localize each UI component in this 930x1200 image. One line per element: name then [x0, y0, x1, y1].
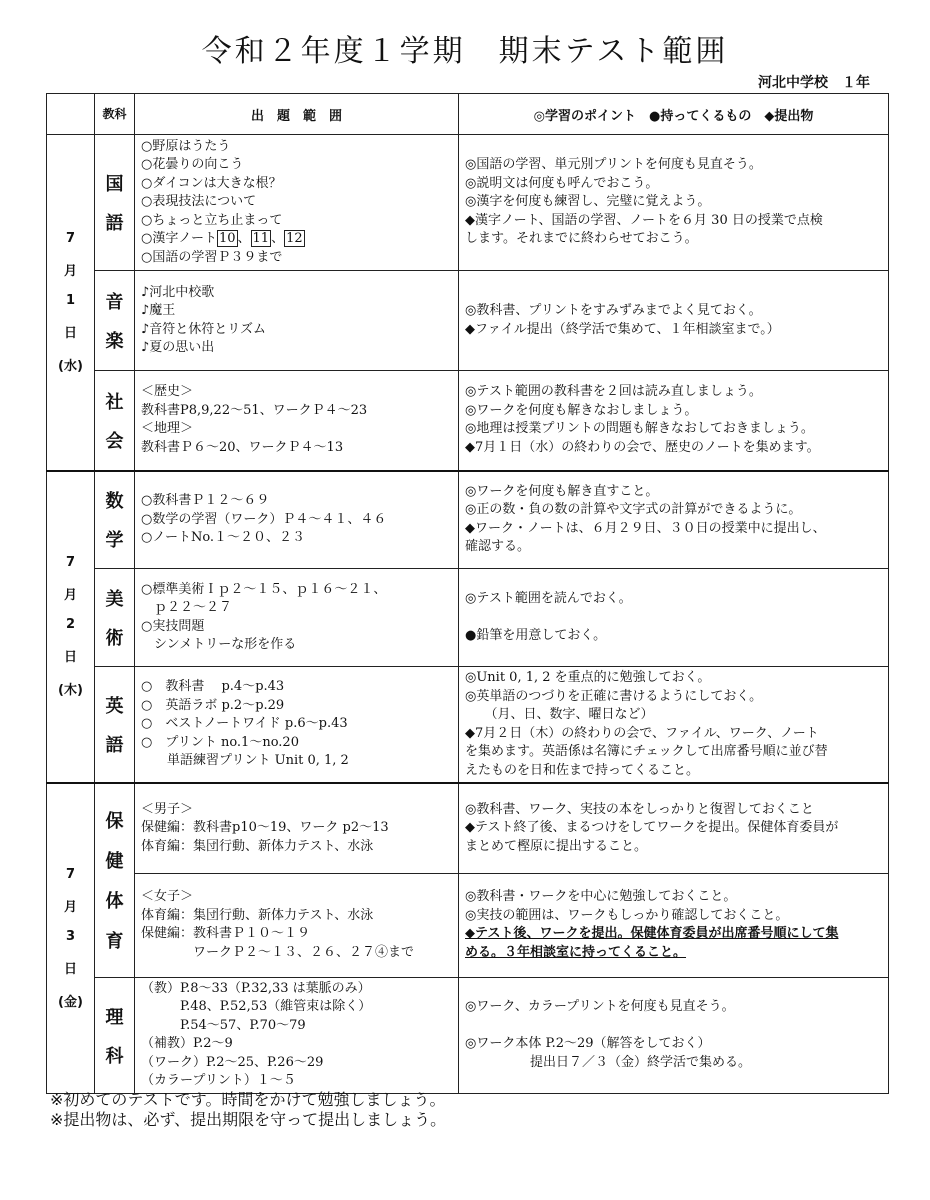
scope-cell	[135, 873, 459, 977]
date-text: 7	[65, 555, 76, 571]
table-row	[47, 271, 889, 371]
point-line	[465, 608, 882, 627]
scope-line: （カラープリント）１～５	[141, 1073, 296, 1088]
scope-line: ＜歴史＞	[141, 384, 194, 400]
date-text: 月	[63, 263, 77, 279]
subject-cell	[95, 569, 135, 667]
scope-text: ○漢字ノート	[141, 231, 217, 247]
point-line: ◆ワーク・ノートは、６月２９日、３０日の授業中に提出し、	[465, 520, 826, 536]
subject-name-char: 語	[105, 213, 124, 234]
point-line: ●鉛筆を用意しておく。	[465, 627, 607, 643]
date-text: (木)	[58, 683, 83, 699]
subject-name-char: 数	[105, 491, 124, 513]
date-text: 2	[65, 617, 76, 633]
scope-line: （補教）P.2～9	[141, 1036, 233, 1051]
point-line: まとめて樫原に提出すること。	[465, 838, 648, 854]
points-cell	[459, 977, 889, 1093]
kanji-number-box: 12	[286, 231, 303, 247]
point-line: ◎地理は授業プリントの問題も解きなおしておきましょう。	[465, 421, 814, 437]
points-cell	[459, 371, 889, 471]
table-row	[47, 569, 889, 667]
point-line: ◎テスト範囲の教科書を２回は読み直しましょう。	[465, 384, 762, 400]
scope-line	[141, 175, 452, 194]
subject-name-char: 保	[105, 811, 124, 833]
table-row	[47, 873, 889, 977]
date-cell	[47, 783, 95, 1093]
point-line: えたものを日和佐まで持ってくること。	[465, 762, 700, 778]
subject-name-char: 音	[105, 292, 124, 313]
scope-line	[141, 212, 452, 231]
subject-name-char: 健	[105, 851, 124, 873]
scope-cell	[135, 471, 459, 569]
date-text: 3	[65, 928, 76, 944]
date-text: (水)	[58, 358, 83, 374]
date-text: 日	[63, 325, 77, 341]
scope-line: ｐ２２～２７	[141, 600, 233, 615]
scope-line: ○漢字ノート 10 、 11 、 12	[141, 231, 303, 247]
date-text: 月	[63, 588, 77, 604]
scope-line: ♪魔王	[141, 303, 176, 318]
points-header: ◎学習のポイント ●持ってくるもの ◆提出物	[459, 94, 889, 135]
point-line: を集めます。英語係は名簿にチェックして出席番号順に並び替	[465, 744, 828, 759]
table-row	[47, 135, 889, 271]
scope-line: 保健編：教科書p10～19、ワーク p2～13	[141, 820, 389, 835]
table-row	[47, 471, 889, 569]
points-cell	[459, 135, 889, 271]
subject-name-char: 科	[105, 1045, 124, 1067]
date-text: 月	[63, 899, 77, 915]
point-line: ◎国語の学習、単元別プリントを何度も見直そう。	[465, 157, 762, 173]
points-cell	[459, 667, 889, 784]
scope-line: 教科書Ｐ６～20、ワークＰ４～13	[141, 439, 344, 455]
footer-note: ※初めてのテストです。時間をかけて勉強しましょう。	[50, 1090, 446, 1109]
point-line: める。３年相談室に持ってくること。	[465, 944, 687, 960]
scope-line: ♪夏の思い出	[141, 340, 215, 355]
subject-header: 教科	[95, 94, 135, 135]
scope-line: シンメトリーな形を作る	[141, 637, 297, 652]
scope-line: ○ノートNo.１～２０、２３	[141, 530, 306, 545]
scope-line: P.48、P.52,53（維管束は除く）	[141, 999, 372, 1014]
footer-notes	[50, 1090, 446, 1130]
point-line: ◎説明文は何度も呼んでおこう。	[465, 175, 659, 191]
scope-cell	[135, 371, 459, 471]
subject-cell	[95, 471, 135, 569]
point-line: ◎漢字を何度も練習し、完璧に覚えよう。	[465, 194, 711, 210]
points-cell	[459, 271, 889, 371]
point-line: ◆テスト終了後、まるつけをしてワークを提出。保健体育委員が	[465, 820, 839, 835]
date-cell	[47, 471, 95, 784]
scope-line: ♪音符と休符とリズム	[141, 321, 267, 337]
scope-cell	[135, 783, 459, 873]
subject-name-char: 楽	[105, 331, 124, 352]
points-cell	[459, 569, 889, 667]
subject-name-char: 学	[105, 530, 124, 552]
point-line: ◆テスト後、ワークを提出。保健体育委員が出席番号順にして集	[465, 926, 839, 941]
subject-name-char: 語	[105, 735, 124, 756]
scope-line: ○標準美術Ｉｐ２～１５、ｐ１６～２１、	[141, 581, 387, 597]
point-line: ◎テスト範囲を読んでおく。	[465, 590, 632, 606]
school-grade-label: 河北中学校 １年	[758, 75, 870, 91]
subject-cell	[95, 977, 135, 1093]
point-line	[465, 1017, 882, 1036]
point-line: ◎実技の範囲は、ワークもしっかり確認しておくこと。	[465, 907, 789, 923]
scope-text: ○花曇りの向こう	[141, 157, 244, 173]
scope-line	[141, 138, 452, 157]
date-text: 7	[65, 230, 76, 246]
table-row	[47, 667, 889, 784]
scope-line: ワークＰ２～１３、２６、２７④まで	[141, 944, 415, 960]
scope-line: ○教科書Ｐ１２～６９	[141, 493, 270, 508]
subject-cell	[95, 135, 135, 271]
scope-cell	[135, 977, 459, 1093]
scope-text: ○野原はうたう	[141, 138, 231, 154]
subject-cell	[95, 271, 135, 371]
point-line: ◎ワークを何度も解き直すこと。	[465, 483, 659, 499]
scope-line	[141, 193, 452, 212]
kanji-number-box: 10	[218, 231, 236, 247]
subject-cell	[95, 667, 135, 784]
scope-line: （教）P.8～33（P.32,33 は葉脈のみ）	[141, 980, 371, 996]
subject-name-char: 社	[105, 391, 124, 413]
date-text: 7	[65, 866, 76, 882]
date-text: 1	[65, 292, 76, 308]
subject-name-char: 美	[105, 589, 124, 610]
scope-line: ○ プリント no.1～no.20	[141, 734, 299, 750]
point-line: ◎教科書、ワーク、実技の本をしっかりと復習しておくこと	[465, 801, 814, 817]
subject-name-char: 体	[105, 891, 124, 913]
scope-text: ○表現技法について	[141, 194, 257, 210]
table-row	[47, 783, 889, 873]
date-text: 日	[63, 650, 77, 666]
point-line: 確認する。	[465, 539, 531, 555]
scope-line: ＜男子＞	[141, 801, 194, 817]
scope-line: ○ 英語ラボ p.2～p.29	[141, 697, 285, 713]
point-line: ◆漢字ノート、国語の学習、ノートを６月 30 日の授業で点検	[465, 212, 823, 228]
points-cell	[459, 471, 889, 569]
footer-note: ※提出物は、必ず、提出期限を守って提出しましょう。	[50, 1110, 447, 1129]
subject-name-char: 育	[105, 931, 124, 953]
scope-line: 体育編：集団行動、新体力テスト、水泳	[141, 838, 374, 854]
scope-cell	[135, 667, 459, 784]
subject-name-char: 理	[105, 1006, 124, 1028]
scope-line: 単語練習プリント Unit 0, 1, 2	[141, 753, 349, 769]
scope-line: ○実技問題	[141, 618, 205, 634]
scope-cell	[135, 569, 459, 667]
point-line: ◎ワークを何度も解きなおしましょう。	[465, 402, 698, 418]
scope-header: 出 題 範 囲	[135, 94, 459, 135]
scope-line: 体育編：集団行動、新体力テスト、水泳	[141, 907, 374, 923]
point-line: 提出日７／３（金）終学活で集める。	[465, 1054, 752, 1070]
date-header	[47, 94, 95, 135]
scope-line: ○数学の学習（ワーク）Ｐ４～４１、４６	[141, 511, 387, 527]
subject-name-char: 会	[105, 430, 124, 452]
point-line: します。それまでに終わらせておこう。	[465, 231, 698, 247]
point-line: ◎ワーク、カラープリントを何度も見直そう。	[465, 999, 735, 1014]
scope-cell	[135, 271, 459, 371]
kanji-number-box: 11	[252, 231, 270, 247]
subject-name-char: 英	[105, 696, 124, 717]
date-cell	[47, 135, 95, 471]
scope-line	[141, 156, 452, 175]
scope-line: ○ ベストノートワイド p.6～p.43	[141, 716, 348, 732]
test-range-table	[46, 93, 889, 1094]
table-header-row	[47, 94, 889, 135]
scope-line: ＜女子＞	[141, 889, 194, 904]
subject-name-char: 国	[105, 174, 124, 195]
point-line: ◆ファイル提出（終学活で集めて、１年相談室まで。）	[465, 321, 780, 337]
date-text: (金)	[58, 994, 83, 1010]
scope-line: 保健編：教科書Ｐ１０～１９	[141, 926, 311, 941]
point-line: ◆7月２日（木）の終わりの会で、ファイル、ワーク、ノート	[465, 725, 819, 741]
scope-cell	[135, 135, 459, 271]
scope-text: ○ちょっと立ち止まって	[141, 212, 283, 228]
scope-line: ♪河北中校歌	[141, 284, 215, 300]
scope-text: ○国語の学習Ｐ３９まで	[141, 249, 283, 265]
table-row	[47, 977, 889, 1093]
subject-name-char: 術	[105, 628, 124, 649]
scope-line	[141, 249, 452, 268]
scope-line: ＜地理＞	[141, 421, 194, 437]
point-line: ◎正の数・負の数の計算や文字式の計算ができるように。	[465, 502, 802, 518]
page-title: 令和２年度１学期 期末テスト範囲	[201, 34, 729, 69]
date-text: 日	[63, 961, 77, 977]
scope-line: P.54～57、P.70～79	[141, 1017, 306, 1033]
point-line: ◎ワーク本体 P.2～29（解答をしておく）	[465, 1036, 711, 1051]
scope-line: 教科書P8,9,22～51、ワークＰ４～23	[141, 402, 368, 418]
scope-text: ○ダイコンは大きな根？	[141, 175, 282, 191]
point-line: ◎教科書・ワークを中心に勉強しておくこと。	[465, 889, 737, 904]
points-cell	[459, 873, 889, 977]
points-cell	[459, 783, 889, 873]
point-line: （月、日、数字、曜日など）	[465, 707, 654, 722]
scope-line: ○ 教科書 p.4～p.43	[141, 679, 285, 695]
table-row	[47, 371, 889, 471]
subject-cell	[95, 783, 135, 977]
scope-line: （ワーク）P.2～25、P.26～29	[141, 1054, 324, 1070]
point-line: ◎Unit 0, 1, 2 を重点的に勉強しておく。	[465, 670, 711, 685]
point-line: ◎教科書、プリントをすみずみまでよく見ておく。	[465, 303, 762, 318]
point-line: ◆7月１日（水）の終わりの会で、歴史のノートを集めます。	[465, 439, 820, 455]
subject-cell	[95, 371, 135, 471]
point-line: ◎英単語のつづりを正確に書けるようにしておく。	[465, 688, 763, 704]
